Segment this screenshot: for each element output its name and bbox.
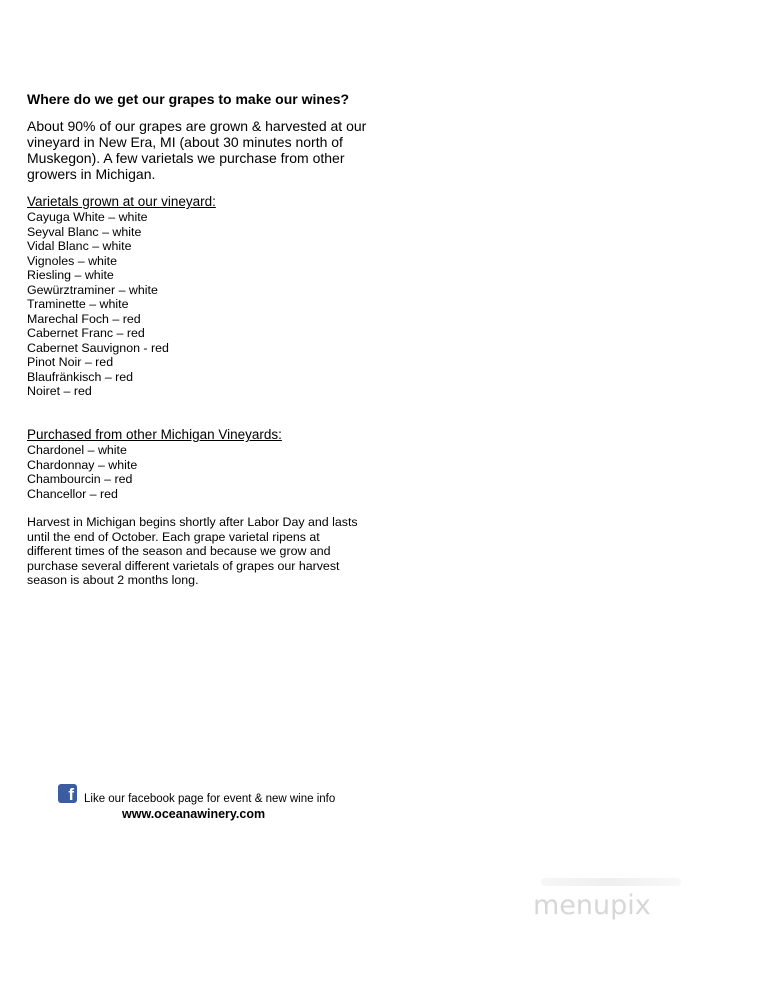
- list-item: Cayuga White – white: [27, 210, 148, 224]
- purchased-varietals-list: [27, 443, 282, 501]
- list-item: Cabernet Franc – red: [27, 326, 145, 340]
- list-item: Blaufränkisch – red: [27, 369, 134, 384]
- list-item: Chancellor – red: [27, 486, 118, 501]
- list-item: Vidal Blanc – white: [27, 239, 132, 253]
- watermark: [533, 876, 693, 936]
- grown-section-title: Varietals grown at our vineyard:: [27, 194, 216, 209]
- purchased-section: [27, 427, 282, 501]
- facebook-row: [58, 784, 358, 804]
- list-item: Marechal Foch – red: [27, 311, 141, 326]
- list-item: Chardonel – white: [27, 443, 127, 457]
- list-item: Cabernet Sauvignon - red: [27, 340, 169, 355]
- grown-section: [27, 194, 216, 399]
- facebook-icon[interactable]: f: [58, 784, 77, 803]
- grown-varietals-list: [27, 210, 216, 399]
- harvest-paragraph: Harvest in Michigan begins shortly after Labor Day and lasts until the end of October. Each grape varietal ripens at different times of the season and because we grow and purchase several different varietals of grapes our harvest season is about 2 months long.: [27, 515, 358, 587]
- list-item: Chambourcin – red: [27, 472, 133, 486]
- list-item: Chardonnay – white: [27, 457, 138, 472]
- page-heading: Where do we get our grapes to make our wines?: [27, 91, 350, 107]
- website-url[interactable]: www.oceanawinery.com: [122, 807, 266, 821]
- list-item: Noiret – red: [27, 384, 92, 398]
- watermark-logo: menupix: [533, 890, 651, 921]
- list-item: Riesling – white: [27, 268, 114, 282]
- intro-paragraph: About 90% of our grapes are grown & harvested at our vineyard in New Era, MI (about 30 minutes north of Muskegon). A few varietals we purchase from other growers in Michigan.: [27, 118, 367, 182]
- list-item: Seyval Blanc – white: [27, 224, 142, 239]
- watermark-blur-bar: [541, 878, 681, 886]
- list-item: Traminette – white: [27, 297, 129, 311]
- list-item: Pinot Noir – red: [27, 355, 114, 369]
- list-item: Gewürztraminer – white: [27, 282, 158, 297]
- facebook-text: Like our facebook page for event & new wine info: [84, 793, 336, 805]
- footer: [58, 784, 358, 821]
- list-item: Vignoles – white: [27, 253, 118, 268]
- purchased-section-title: Purchased from other Michigan Vineyards:: [27, 427, 282, 442]
